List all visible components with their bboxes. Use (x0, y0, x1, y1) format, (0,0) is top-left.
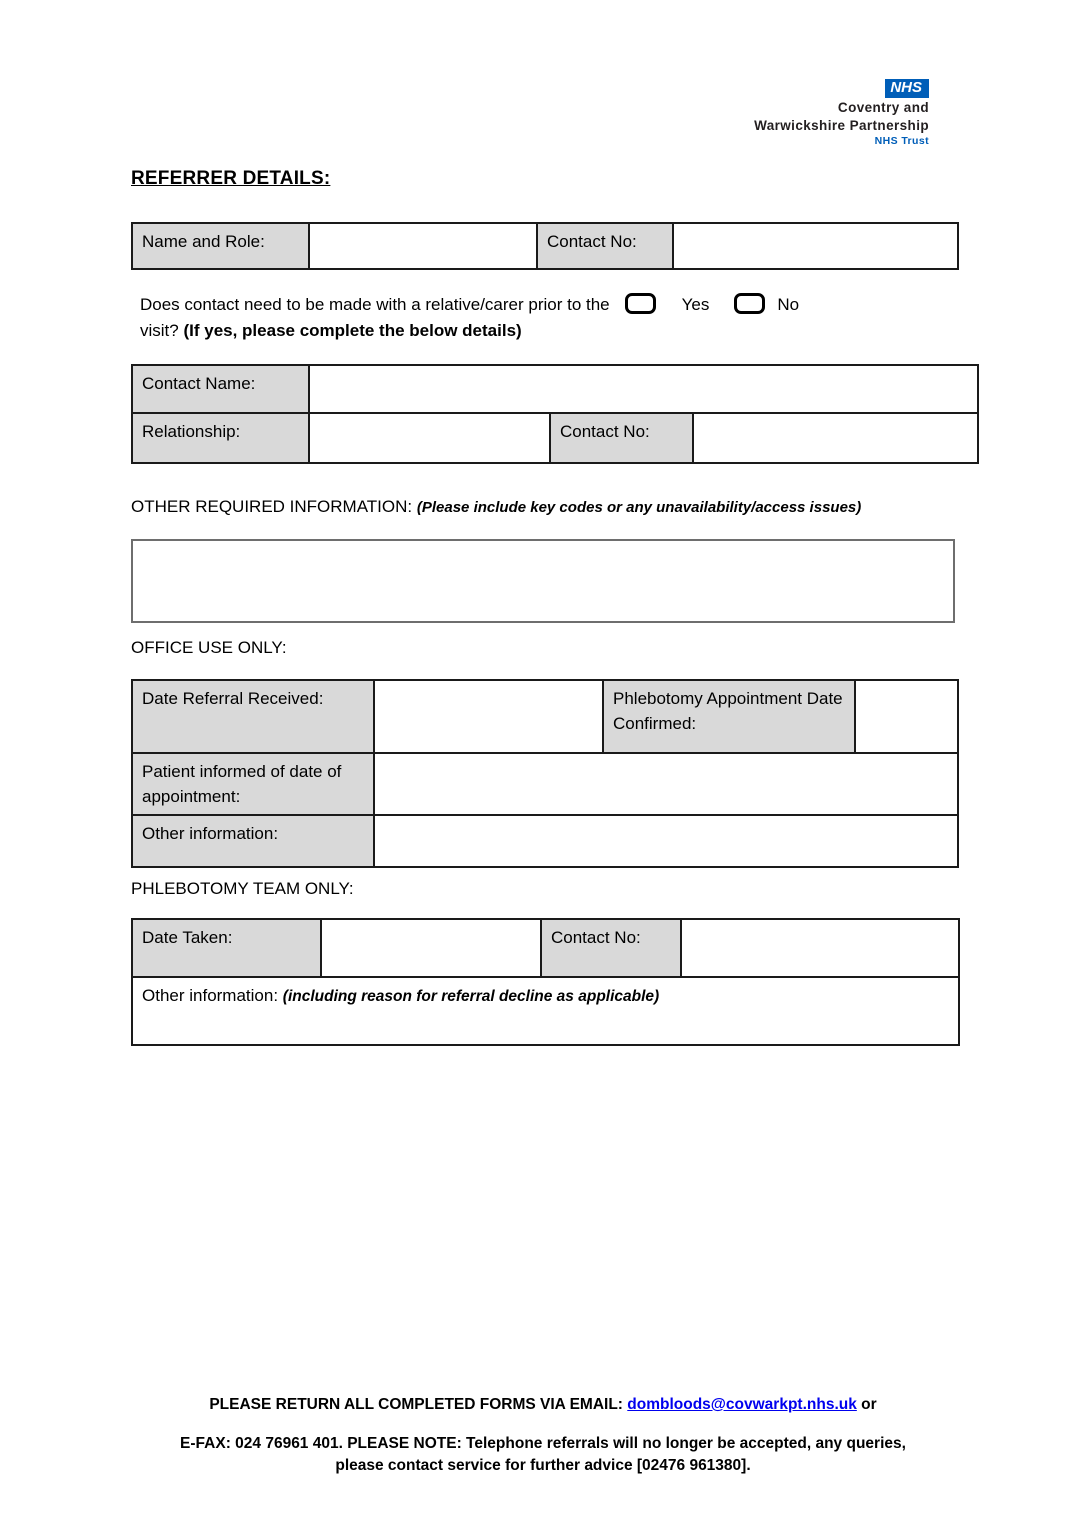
page-title: REFERRER DETAILS: (131, 168, 331, 189)
if-yes-note: (If yes, please complete the below details) (183, 321, 522, 340)
phlebotomy-date-confirmed-label: Phlebotomy Appointment Date Confirmed: (603, 680, 855, 753)
yes-label: Yes (681, 295, 710, 314)
relationship-label: Relationship: (132, 413, 309, 463)
carer-question (140, 292, 1000, 344)
footer (0, 1396, 1086, 1477)
footer-email-suffix: or (856, 1396, 877, 1413)
date-taken-label: Date Taken: (132, 919, 321, 977)
phleb-other-info-label: Other information: (142, 986, 283, 1005)
carer-question-text: Does contact need to be made with a relative/carer prior to the (140, 295, 610, 314)
carer-question-text-cont: visit? (140, 321, 184, 340)
phleb-other-info-input[interactable] (132, 977, 959, 1045)
email-link[interactable]: dombloods@covwarkpt.nhs.uk (627, 1396, 857, 1413)
other-required-heading (131, 497, 861, 517)
no-label: No (777, 295, 800, 314)
carer-contact-no-label: Contact No: (550, 413, 693, 463)
other-required-title: OTHER REQUIRED INFORMATION: (131, 497, 417, 516)
date-referral-received-label: Date Referral Received: (132, 680, 374, 753)
relationship-input[interactable] (309, 413, 550, 463)
trust-name-line2: Warwickshire Partnership (754, 117, 929, 133)
nhs-logo-icon (885, 79, 929, 98)
carer-contact-table (131, 364, 979, 464)
referrer-contact-no-label: Contact No: (537, 223, 673, 269)
phleb-contact-no-label: Contact No: (541, 919, 681, 977)
name-role-label: Name and Role: (132, 223, 309, 269)
referrer-table (131, 222, 959, 270)
office-other-info-label: Other information: (132, 815, 374, 867)
office-use-table (131, 679, 959, 868)
office-use-heading: OFFICE USE ONLY: (131, 638, 287, 657)
patient-informed-input[interactable] (374, 753, 958, 815)
footer-email-prefix: PLEASE RETURN ALL COMPLETED FORMS VIA EMAIL: (209, 1396, 628, 1413)
carer-question-line2 (140, 318, 1000, 344)
contact-name-label: Contact Name: (132, 365, 309, 413)
yes-checkbox[interactable] (625, 293, 656, 314)
other-required-note: (Please include key codes or any unavailability/access issues) (416, 499, 862, 516)
trust-name-line1: Coventry and (837, 100, 929, 115)
carer-question-line1 (140, 292, 1000, 318)
patient-informed-label: Patient informed of date of appointment: (132, 753, 374, 815)
phlebotomy-team-heading: PHLEBOTOMY TEAM ONLY: (131, 879, 354, 898)
carer-contact-no-input[interactable] (693, 413, 978, 463)
footer-return-instruction (0, 1396, 1086, 1414)
no-checkbox[interactable] (734, 293, 765, 314)
nhs-logo (754, 79, 929, 147)
contact-name-input[interactable] (309, 365, 978, 413)
referrer-contact-no-input[interactable] (673, 223, 958, 269)
date-taken-input[interactable] (321, 919, 541, 977)
footer-efax-note: E-FAX: 024 76961 401. PLEASE NOTE: Telephone referrals will no longer be accepted, any queries, (180, 1435, 906, 1452)
phlebotomy-date-confirmed-input[interactable] (855, 680, 958, 753)
office-other-info-input[interactable] (374, 815, 958, 867)
footer-advice-note: please contact service for further advice [02476 961380]. (335, 1457, 751, 1474)
date-referral-received-input[interactable] (374, 680, 603, 753)
phleb-contact-no-input[interactable] (681, 919, 959, 977)
trust-name-line3: NHS Trust (874, 135, 929, 147)
name-role-input[interactable] (309, 223, 537, 269)
other-required-input[interactable] (131, 539, 955, 623)
nhs-logo-text: NHS (890, 79, 922, 96)
phlebotomy-team-table (131, 918, 960, 1046)
phleb-other-info-note: (including reason for referral decline as applicable) (282, 988, 660, 1005)
